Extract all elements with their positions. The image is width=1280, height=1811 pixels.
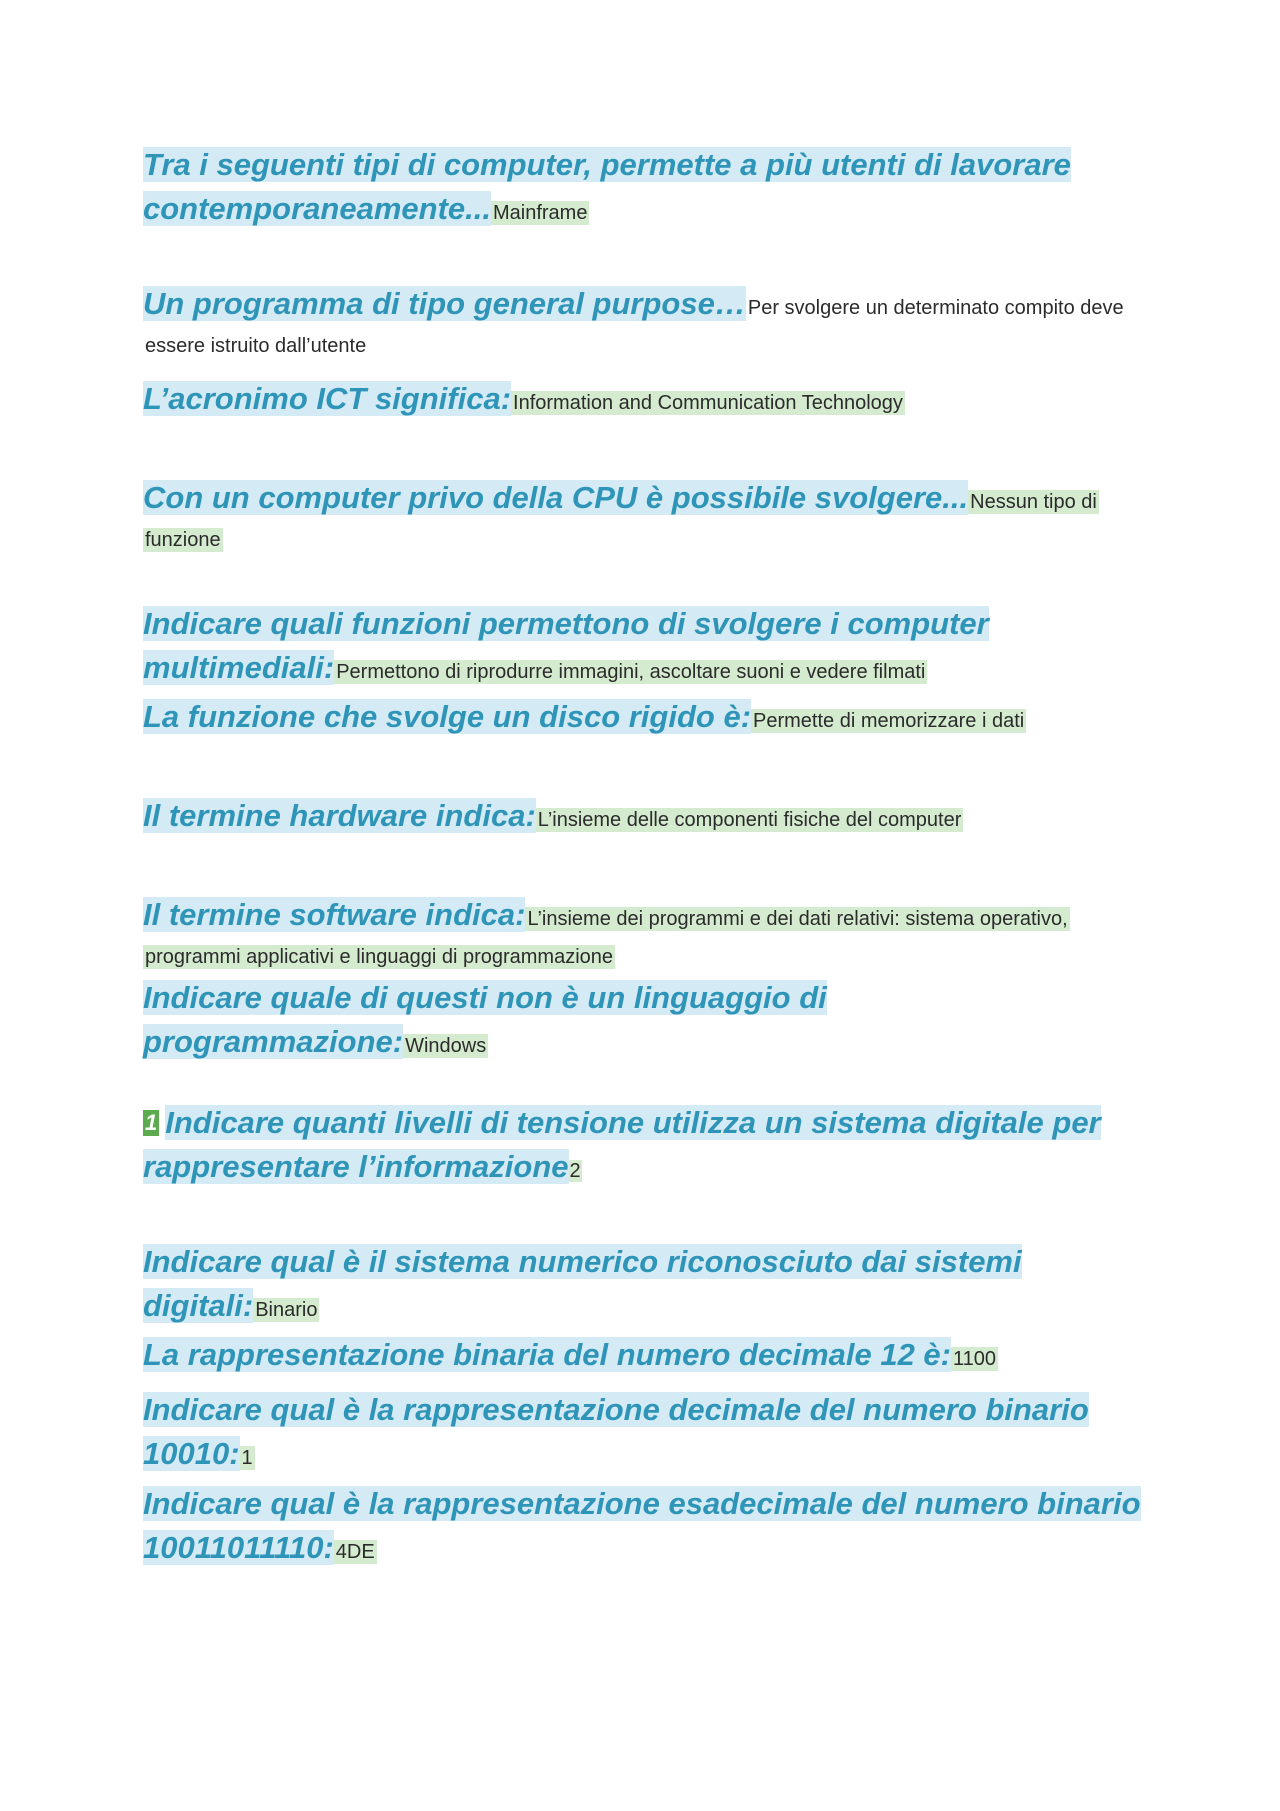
question-text: Un programma di tipo general purpose… [143,286,746,321]
answer-text: Permette di memorizzare i dati [753,710,1025,732]
question-text: La funzione che svolge un disco rigido è: [143,699,752,734]
answer-text: 4DE [335,1541,375,1563]
qa-item-12 [143,1336,1143,1380]
question-text: Indicare qual è il sistema numerico riconosciuto dai sistemi digitali: [143,1244,1022,1323]
question-text: Indicare qual è la rappresentazione esadecimale del numero binario 10011011110: [143,1486,1141,1565]
question-text: Con un computer privo della CPU è possibile svolgere... [143,480,969,515]
answer-text: 1100 [953,1348,997,1370]
question-text: Indicare quanti livelli di tensione utilizza un sistema digitale per rappresentare l’informazione [143,1105,1101,1184]
answer-text: Windows [405,1035,487,1057]
answer-text: Mainframe [492,202,588,224]
comment-marker[interactable]: 1 [145,1110,158,1135]
answer-text: Per svolgere un determinato compito deve essere istruito dall’utente [145,297,1124,357]
qa-item-4 [143,479,1143,561]
qa-item-2 [143,285,1143,367]
answer-text: Nessun tipo di funzione [145,491,1097,551]
answer-text: Information and Communication Technology [513,392,903,414]
qa-item-14 [143,1485,1143,1573]
question-text: Indicare quale di questi non è un linguaggio di programmazione: [143,980,827,1059]
question-text: Indicare quali funzioni permettono di svolgere i computer multimediali: [143,606,989,685]
question-text: Il termine hardware indica: [143,798,536,833]
qa-item-6 [143,698,1143,742]
answer-text: Binario [255,1299,318,1321]
qa-item-7 [143,797,1143,841]
answer-text: L’insieme dei programmi e dei dati relativi: sistema operativo, programmi applicativi e linguaggi di programmazione [145,908,1068,968]
qa-item-8 [143,896,1143,978]
qa-item-11 [143,1243,1143,1331]
question-text: Tra i seguenti tipi di computer, permette a più utenti di lavorare contemporaneamente... [143,147,1071,226]
qa-item-3 [143,380,1143,424]
qa-item-5 [143,605,1143,693]
question-text: La rappresentazione binaria del numero decimale 12 è: [143,1337,951,1372]
qa-item-10 [143,1104,1143,1192]
answer-text: 1 [241,1447,253,1469]
qa-item-1 [143,146,1143,234]
answer-text: L’insieme delle componenti fisiche del computer [537,809,962,831]
qa-item-9 [143,979,1143,1067]
question-text: L’acronimo ICT significa: [143,381,512,416]
qa-item-13 [143,1391,1143,1479]
question-text: Indicare qual è la rappresentazione decimale del numero binario 10010: [143,1392,1089,1471]
answer-text: 2 [569,1160,581,1182]
question-text: Il termine software indica: [143,897,526,932]
answer-text: Permettono di riprodurre immagini, ascoltare suoni e vedere filmati [336,661,926,683]
